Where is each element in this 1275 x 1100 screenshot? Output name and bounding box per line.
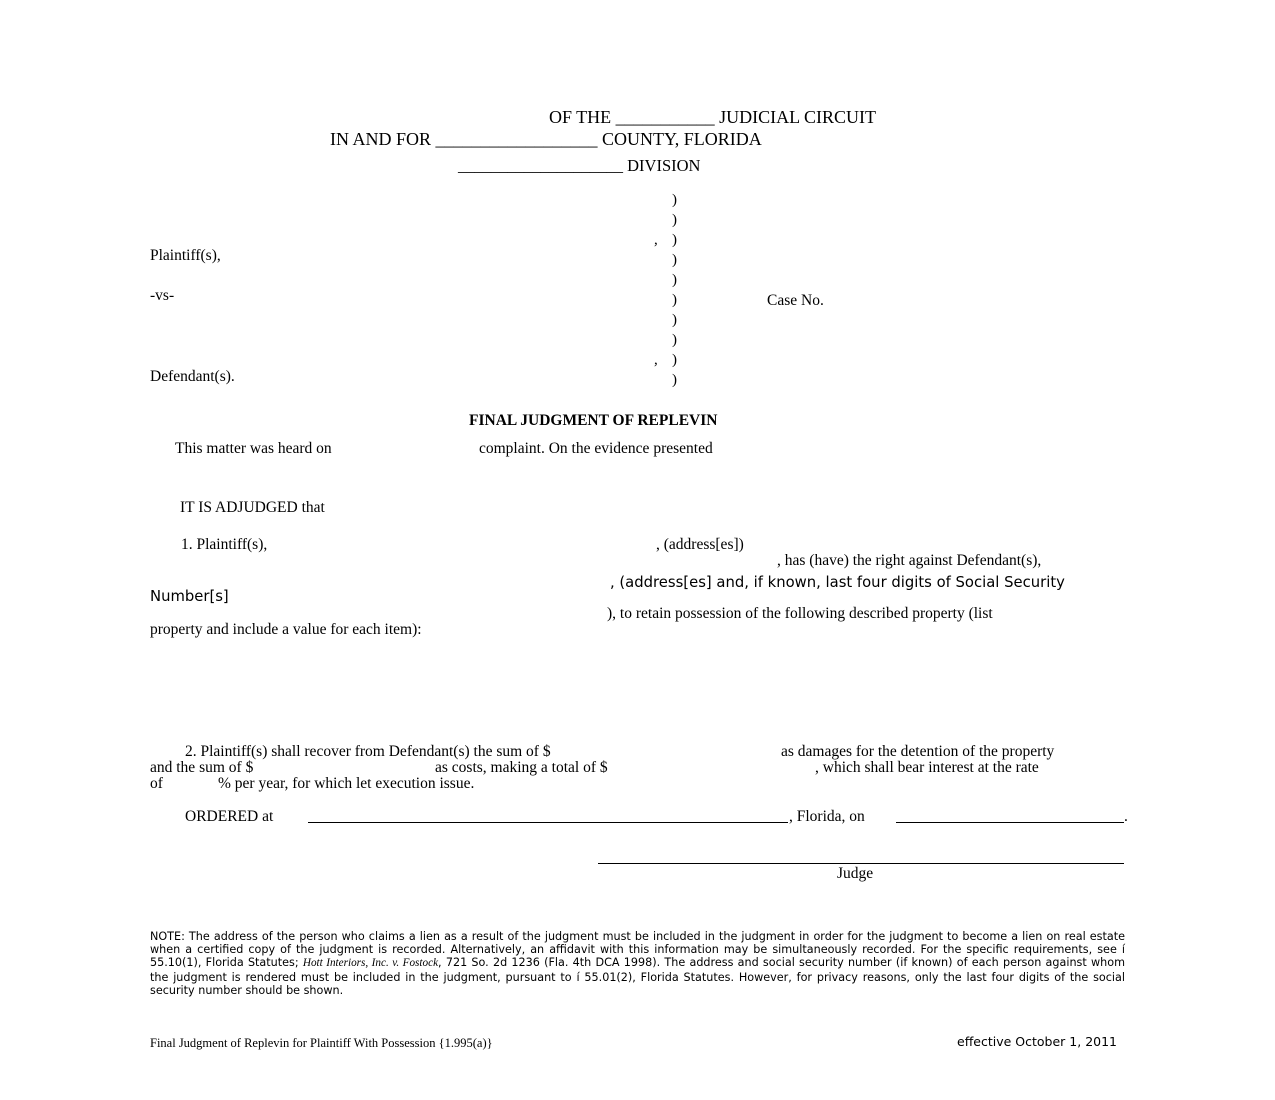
paragraph-2-recover: 2. Plaintiff(s) shall recover from Defendant(s) the sum of $ [185, 743, 551, 760]
caption-paren: ) [672, 312, 677, 328]
heard-text-start: This matter was heard on [175, 440, 332, 457]
ordered-florida-on: , Florida, on [789, 808, 865, 825]
heard-text-end: complaint. On the evidence presented [479, 440, 713, 457]
caption-paren: ) [672, 192, 677, 208]
footer-form-name: Final Judgment of Replevin for Plaintiff With Possession {1.995(a)} [150, 1036, 493, 1050]
paragraph-1-right: , has (have) the right against Defendant(s), [777, 552, 1042, 569]
paragraph-1-plaintiff: 1. Plaintiff(s), [181, 536, 268, 553]
document-title: FINAL JUDGMENT OF REPLEVIN [469, 412, 718, 429]
paragraph-1-number: Number[s] [150, 588, 229, 605]
paragraph-1-retain: ), to retain possession of the following described property (list [607, 605, 993, 622]
caption-paren: ) [672, 212, 677, 228]
adjudged-text: IT IS ADJUDGED that [180, 499, 325, 516]
note-text-part2: , 721 So. 2d 1236 (Fla. 4th DCA 1998). The address and social security number (if known) of each person against whom the judgment is rendered must be included in the judgment, pursuant to í 55.01(2), Florida Statutes. However, for privacy reasons, only the last four digits of the social security number should be shown. [150, 956, 1125, 997]
note-text-part1: NOTE: The address of the person who claims a lien as a result of the judgment must be included in the judgment in order for the judgment to become a lien on real estate when a certified copy of the judgment is recorded. Alternatively, an affidavit with this information may be simultaneously recorded. For the specific requirements, see í 55.10(1), Florida Statutes; [150, 930, 1125, 970]
footer-effective-date: effective October 1, 2011 [957, 1034, 1118, 1049]
caption-paren: ) [672, 272, 677, 288]
versus-label: -vs- [150, 287, 175, 304]
caption-comma: , [654, 232, 658, 248]
paragraph-1-address: , (address[es]) [656, 536, 744, 553]
ordered-period: . [1124, 808, 1128, 825]
paragraph-2-interest: , which shall bear interest at the rate [815, 759, 1039, 776]
caption-paren: ) [672, 232, 677, 248]
ordered-location-line [308, 822, 788, 823]
paragraph-1-list: property and include a value for each item): [150, 621, 422, 638]
note-case-citation: Hott Interiors, Inc. v. Fostock [302, 957, 439, 970]
caption-paren: ) [672, 252, 677, 268]
plaintiff-label: Plaintiff(s), [150, 247, 221, 264]
paragraph-2-rate: % per year, for which let execution issue. [218, 775, 475, 792]
judge-label: Judge [837, 865, 874, 882]
case-number-label: Case No. [767, 292, 824, 309]
paragraph-2-damages: as damages for the detention of the property [781, 743, 1055, 760]
caption-paren: ) [672, 332, 677, 348]
caption-paren: ) [672, 292, 677, 308]
ordered-label: ORDERED at [185, 808, 274, 825]
paragraph-1-defendant-address: , (address[es] and, if known, last four digits of Social Security [610, 574, 1065, 591]
defendant-label: Defendant(s). [150, 368, 235, 385]
court-header-circuit: OF THE ___________ JUDICIAL CIRCUIT [549, 107, 876, 127]
caption-paren: ) [672, 372, 677, 388]
court-header-county: IN AND FOR __________________ COUNTY, FLORIDA [330, 129, 762, 149]
judge-signature-line [598, 863, 1124, 864]
paragraph-2-costs: as costs, making a total of $ [435, 759, 608, 776]
paragraph-2-of: of [150, 775, 163, 792]
caption-paren: ) [672, 352, 677, 368]
caption-comma: , [654, 352, 658, 368]
ordered-date-line [896, 822, 1124, 823]
paragraph-2-sum: and the sum of $ [150, 759, 254, 776]
privacy-note [150, 930, 1125, 997]
court-header-division: ____________________ DIVISION [458, 156, 701, 175]
